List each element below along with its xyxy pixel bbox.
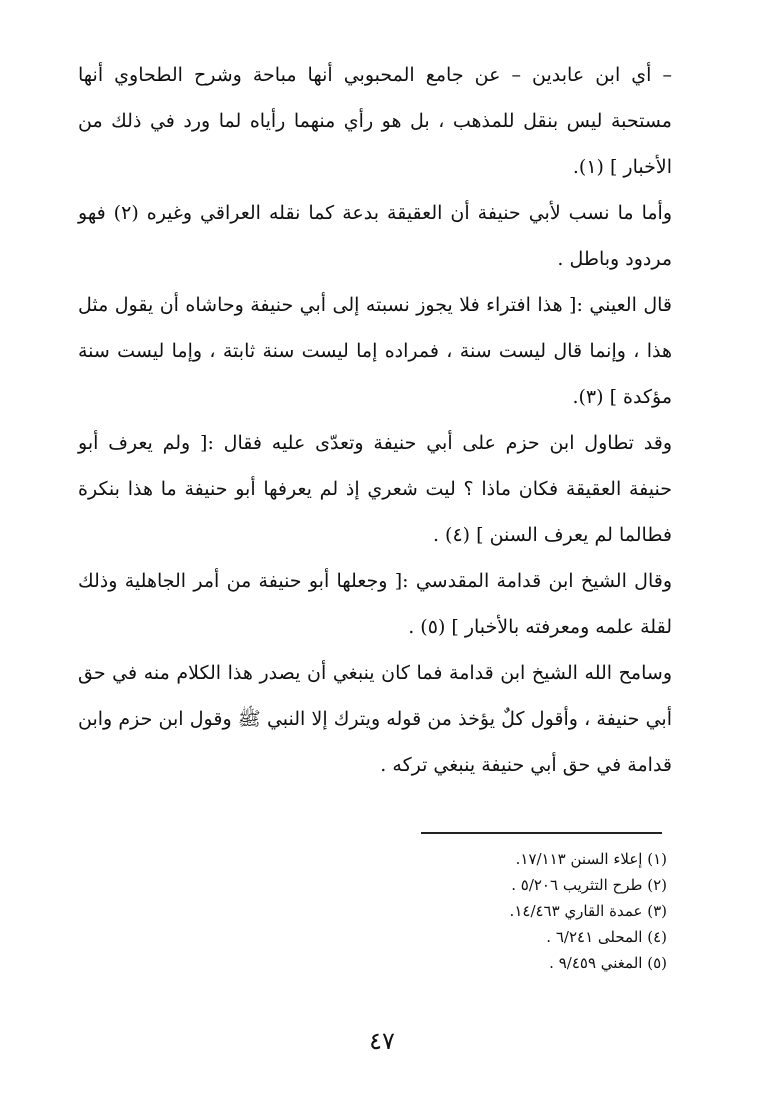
- paragraph-3: قال العيني :[ هذا افتراء فلا يجوز نسبته إلى أبي حنيفة وحاشاه أن يقول مثل هذا ، وإنما قال ليست سنة ، فمراده إما ليست سنة ثابتة ، وإما ليست سنة مؤكدة ] (٣).: [78, 294, 672, 408]
- paragraph-1: – أي ابن عابدين – عن جامع المحبوبي أنها مباحة وشرح الطحاوي أنها مستحبة ليس بنقل للمذهب ، بل هو رأي منهما رأياه لما ورد في ذلك من الأخبار ] (١).: [78, 64, 672, 178]
- paragraph-4: وقد تطاول ابن حزم على أبي حنيفة وتعدّى عليه فقال :[ ولم يعرف أبو حنيفة العقيقة فكان ماذا ؟ ليت شعري إذ لم يعرفها أبو حنيفة ما هذا بنكرة فطالما لم يعرف السنن ] (٤) .: [78, 432, 672, 546]
- footnote-divider: [421, 832, 662, 834]
- page-number: ٤٧: [369, 1027, 395, 1055]
- footnotes: [367, 846, 667, 976]
- footnote-3: (٣) عمدة القاري ١٤/٤٦٣.: [509, 902, 667, 920]
- footnote-4: (٤) المحلى ٦/٢٤١ .: [546, 928, 667, 946]
- main-text: [78, 52, 672, 788]
- paragraph-6: وسامح الله الشيخ ابن قدامة فما كان ينبغي أن يصدر هذا الكلام منه في حق أبي حنيفة ، وأقول كلٌ يؤخذ من قوله ويترك إلا النبي ﷺ وقول ابن حزم وابن قدامة في حق أبي حنيفة ينبغي تركه .: [78, 662, 672, 776]
- paragraph-5: وقال الشيخ ابن قدامة المقدسي :[ وجعلها أبو حنيفة من أمر الجاهلية وذلك لقلة علمه ومعرفته بالأخبار ] (٥) .: [78, 570, 672, 638]
- footnote-5: (٥) المغني ٩/٤٥٩ .: [549, 954, 667, 972]
- footnote-2: (٢) طرح التثريب ٥/٢٠٦ .: [511, 876, 667, 894]
- paragraph-2: وأما ما نسب لأبي حنيفة أن العقيقة بدعة كما نقله العراقي وغيره (٢) فهو مردود وباطل .: [78, 202, 672, 270]
- footnote-1: (١) إعلاء السنن ١٧/١١٣.: [515, 850, 667, 868]
